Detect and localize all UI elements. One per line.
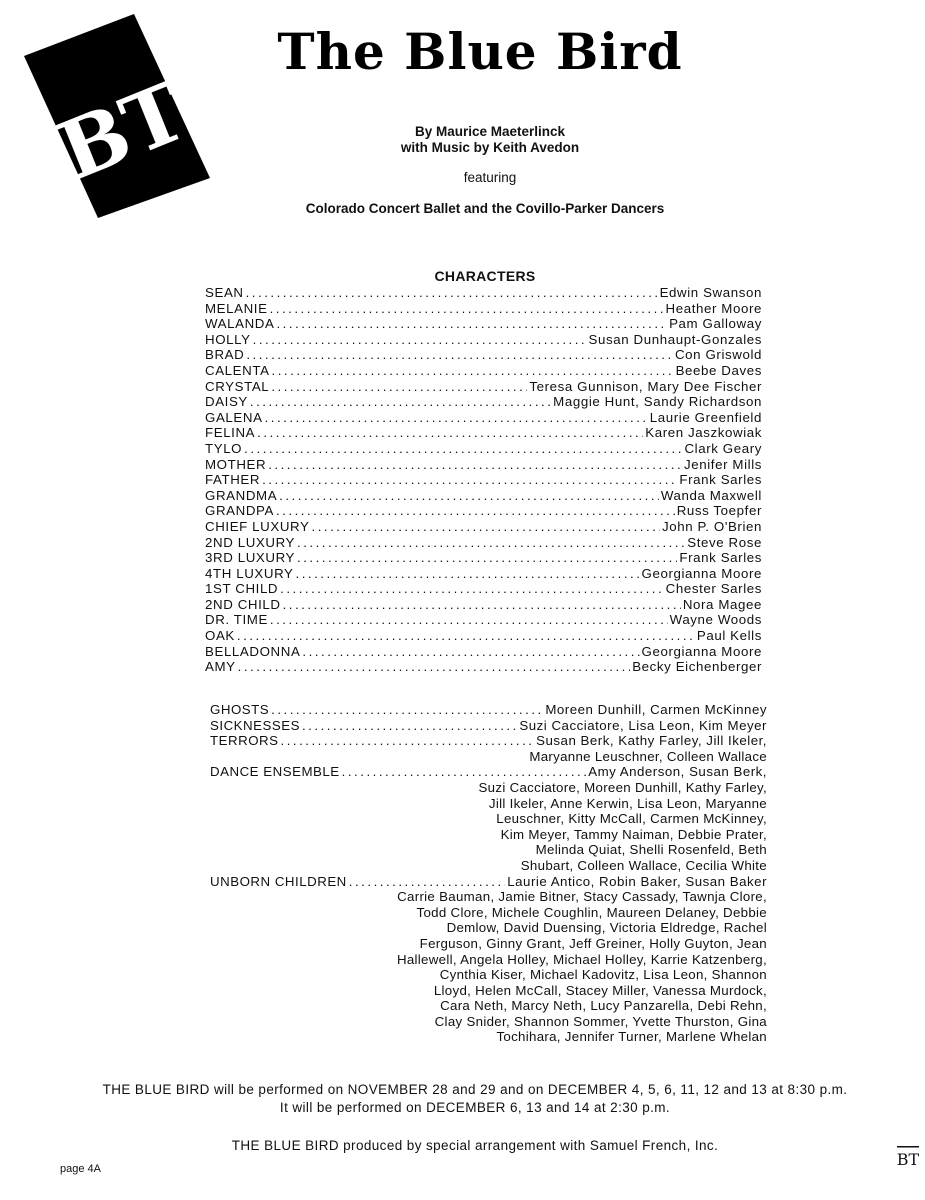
ensemble-first-line xyxy=(210,718,767,734)
actor-name: John P. O'Brien xyxy=(662,518,762,534)
character-name: SEAN xyxy=(205,285,244,300)
dot-leader xyxy=(250,394,551,409)
evening-dates: will be performed on NOVEMBER 28 and 29 and on DECEMBER 4, 5, 6, 11, 12 and 13 at 8:30 p.m. xyxy=(209,1082,848,1097)
ensemble-name: TERRORS xyxy=(210,733,279,749)
character-name: 3RD LUXURY xyxy=(205,550,295,566)
character-row xyxy=(205,550,762,566)
character-name: CRYSTAL xyxy=(205,378,270,394)
character-row xyxy=(205,441,762,457)
character-name: HOLLY xyxy=(205,331,251,347)
actor-name: Russ Toepfer xyxy=(676,503,762,519)
character-name: MOTHER xyxy=(205,456,267,472)
actor-name: Teresa Gunnison, Mary Dee Fischer xyxy=(529,378,762,394)
character-row xyxy=(205,628,762,644)
actor-name: Heather Moore xyxy=(665,300,762,316)
page-number: page 4A xyxy=(60,1163,101,1175)
dot-leader xyxy=(253,332,587,347)
character-row xyxy=(205,519,762,535)
corner-letters: BT xyxy=(897,1150,919,1168)
featured-companies: Colorado Concert Ballet and the Covillo-Parker Dancers xyxy=(305,201,665,216)
dot-leader xyxy=(262,472,677,487)
actor-name: Jenifer Mills xyxy=(684,456,762,472)
ensemble-name: DANCE ENSEMBLE xyxy=(210,764,340,780)
ensemble-group xyxy=(210,764,767,873)
actor-name: Laurie Greenfield xyxy=(649,409,762,425)
character-name: GRANDMA xyxy=(205,487,278,503)
dot-leader xyxy=(283,597,681,612)
character-name: CHIEF LUXURY xyxy=(205,518,310,534)
character-name: MELANIE xyxy=(205,300,268,316)
actor-name: Edwin Swanson xyxy=(659,285,762,300)
ensemble-first-line xyxy=(210,764,767,780)
character-row xyxy=(205,316,762,332)
dot-leader xyxy=(270,612,668,627)
dot-leader xyxy=(296,566,640,581)
dot-leader xyxy=(280,581,664,596)
character-row xyxy=(205,597,762,613)
character-row xyxy=(205,472,762,488)
actor-name: Georgianna Moore xyxy=(641,643,762,659)
character-row xyxy=(205,581,762,597)
actor-name: Wanda Maxwell xyxy=(660,487,762,503)
dot-leader xyxy=(271,379,527,394)
character-row xyxy=(205,566,762,582)
ensemble-members-continued: Leuschner, Kitty McCall, Carmen McKinney, xyxy=(496,811,767,827)
ensemble-members-continued: Carrie Bauman, Jamie Bitner, Stacy Cassady, Tawnja Clore, xyxy=(397,889,767,905)
ensemble-group xyxy=(210,718,767,734)
dot-leader xyxy=(244,441,682,456)
actor-name: Becky Eichenberger xyxy=(632,659,762,675)
character-name: DAISY xyxy=(205,394,248,410)
character-row xyxy=(205,425,762,441)
ensemble-members-continued: Jill Ikeler, Anne Kerwin, Lisa Leon, Maryanne xyxy=(488,795,767,811)
actor-name: Frank Sarles xyxy=(679,472,762,488)
ensemble-group xyxy=(210,733,767,764)
ensemble-members: Moreen Dunhill, Carmen McKinney xyxy=(545,702,767,717)
character-list xyxy=(205,285,762,675)
dot-leader xyxy=(272,363,674,378)
ensemble-members-continued: Demlow, David Duensing, Victoria Eldredge, Rachel xyxy=(446,920,767,936)
actor-name: Karen Jaszkowiak xyxy=(645,425,762,441)
arrangement-note xyxy=(60,1138,890,1153)
dot-leader xyxy=(268,457,682,472)
ensemble-members: Amy Anderson, Susan Berk, xyxy=(588,764,767,780)
actor-name: Clark Geary xyxy=(684,440,762,456)
ensemble-group xyxy=(210,702,767,718)
dot-leader xyxy=(302,718,517,733)
show-name: THE BLUE BIRD xyxy=(102,1082,210,1097)
music-credit: with Music by Keith Avedon xyxy=(400,140,580,155)
character-name: OAK xyxy=(205,628,235,644)
performance-schedule-evening xyxy=(60,1082,890,1097)
character-row xyxy=(205,332,762,348)
character-name: FATHER xyxy=(205,472,261,488)
actor-name: Chester Sarles xyxy=(665,581,762,597)
dot-leader xyxy=(270,301,664,316)
dot-leader xyxy=(246,347,673,362)
character-name: 2ND LUXURY xyxy=(205,534,295,550)
arrangement-text: produced by special arrangement with Samuel French, Inc. xyxy=(339,1138,719,1153)
character-name: AMY xyxy=(205,659,236,675)
actor-name: Con Griswold xyxy=(674,347,762,363)
character-name: TYLO xyxy=(205,440,243,456)
ensemble-members-continued: Melinda Quiat, Shelli Rosenfeld, Beth xyxy=(535,842,767,858)
dot-leader xyxy=(281,733,535,748)
actor-name: Georgianna Moore xyxy=(641,565,762,581)
character-name: DR. TIME xyxy=(205,612,268,628)
characters-heading: CHARACTERS xyxy=(434,268,536,284)
logo-letters: BT xyxy=(45,63,200,199)
ensemble-first-line xyxy=(210,702,767,718)
dot-leader xyxy=(297,550,677,565)
dot-leader xyxy=(349,874,505,889)
ensemble-members-continued: Shubart, Colleen Wallace, Cecilia White xyxy=(520,857,767,873)
ensemble-group xyxy=(210,874,767,1046)
dot-leader xyxy=(342,764,587,779)
actor-name: Wayne Woods xyxy=(669,612,762,628)
actor-name: Susan Dunhaupt-Gonzales xyxy=(588,331,762,347)
character-row xyxy=(205,394,762,410)
dot-leader xyxy=(279,488,659,503)
actor-name: Paul Kells xyxy=(696,628,762,644)
ensemble-members-continued: Todd Clore, Michele Coughlin, Maureen Delaney, Debbie xyxy=(416,904,767,920)
character-name: WALANDA xyxy=(205,316,275,332)
featuring-label: featuring xyxy=(463,170,517,185)
show-name: THE BLUE BIRD xyxy=(231,1138,339,1153)
dot-leader xyxy=(297,535,685,550)
character-name: CALENTA xyxy=(205,362,270,378)
dot-leader xyxy=(257,425,643,440)
performance-schedule-matinee: It will be performed on DECEMBER 6, 13 and 14 at 2:30 p.m. xyxy=(279,1100,671,1115)
character-name: GRANDPA xyxy=(205,503,274,519)
character-row xyxy=(205,612,762,628)
ensemble-members: Suzi Cacciatore, Lisa Leon, Kim Meyer xyxy=(519,717,767,733)
ensemble-members-continued: Ferguson, Ginny Grant, Jeff Greiner, Holly Guyton, Jean xyxy=(419,935,767,951)
actor-name: Frank Sarles xyxy=(679,550,762,566)
character-row xyxy=(205,347,762,363)
dot-leader xyxy=(246,285,658,300)
character-row xyxy=(205,363,762,379)
actor-name: Steve Rose xyxy=(687,534,762,550)
dot-leader xyxy=(302,644,639,659)
character-name: 2ND CHILD xyxy=(205,596,281,612)
actor-name: Pam Galloway xyxy=(669,316,762,332)
ensemble-name: SICKNESSES xyxy=(210,717,300,733)
dot-leader xyxy=(271,702,543,717)
dot-leader xyxy=(265,410,648,425)
dot-leader xyxy=(238,659,631,674)
ensemble-members: Susan Berk, Kathy Farley, Jill Ikeler, xyxy=(536,733,767,749)
character-row xyxy=(205,285,762,301)
character-row xyxy=(205,503,762,519)
character-row xyxy=(205,644,762,660)
ensemble-members-continued: Hallewell, Angela Holley, Michael Holley, Karrie Katzenberg, xyxy=(396,951,767,967)
page-title: The Blue Bird xyxy=(277,22,683,81)
ensemble-members-continued: Clay Snider, Shannon Sommer, Yvette Thurston, Gina xyxy=(434,1013,767,1029)
author-credit: By Maurice Maeterlinck xyxy=(414,124,566,139)
character-row xyxy=(205,659,762,675)
character-name: FELINA xyxy=(205,425,256,441)
ensemble-first-line xyxy=(210,733,767,749)
ensemble-members-continued: Cynthia Kiser, Michael Kadovitz, Lisa Leon, Shannon xyxy=(439,967,767,983)
character-row xyxy=(205,535,762,551)
ensemble-members-continued: Lloyd, Helen McCall, Stacey Miller, Vanessa Murdock, xyxy=(433,982,767,998)
ensemble-members-continued: Suzi Cacciatore, Moreen Dunhill, Kathy Farley, xyxy=(478,779,767,795)
ensemble-members: Laurie Antico, Robin Baker, Susan Baker xyxy=(507,873,767,889)
ensemble-members-continued: Cara Neth, Marcy Neth, Lucy Panzarella, Debi Rehn, xyxy=(440,998,767,1014)
character-row xyxy=(205,410,762,426)
dot-leader xyxy=(237,628,695,643)
character-row xyxy=(205,457,762,473)
character-name: GALENA xyxy=(205,409,263,425)
ensemble-list xyxy=(210,702,767,1045)
character-name: 4TH LUXURY xyxy=(205,565,294,581)
actor-name: Beebe Daves xyxy=(675,362,762,378)
ensemble-name: UNBORN CHILDREN xyxy=(210,873,347,889)
ensemble-members-continued: Maryanne Leuschner, Colleen Wallace xyxy=(529,748,767,764)
character-name: BRAD xyxy=(205,347,245,363)
bt-logo xyxy=(10,10,220,220)
character-row xyxy=(205,488,762,504)
ensemble-members-continued: Kim Meyer, Tammy Naiman, Debbie Prater, xyxy=(500,826,767,842)
character-name: BELLADONNA xyxy=(205,643,301,659)
ensemble-name: GHOSTS xyxy=(210,702,270,717)
ensemble-first-line xyxy=(210,874,767,890)
dot-leader xyxy=(276,316,667,331)
actor-name: Maggie Hunt, Sandy Richardson xyxy=(553,394,762,410)
dot-leader xyxy=(312,519,661,534)
ensemble-members-continued: Tochihara, Jennifer Turner, Marlene Whelan xyxy=(496,1029,767,1045)
dot-leader xyxy=(276,503,675,518)
actor-name: Nora Magee xyxy=(682,596,762,612)
corner-bt-mark xyxy=(897,1146,919,1168)
character-name: 1ST CHILD xyxy=(205,581,279,597)
character-row xyxy=(205,379,762,395)
character-row xyxy=(205,301,762,317)
